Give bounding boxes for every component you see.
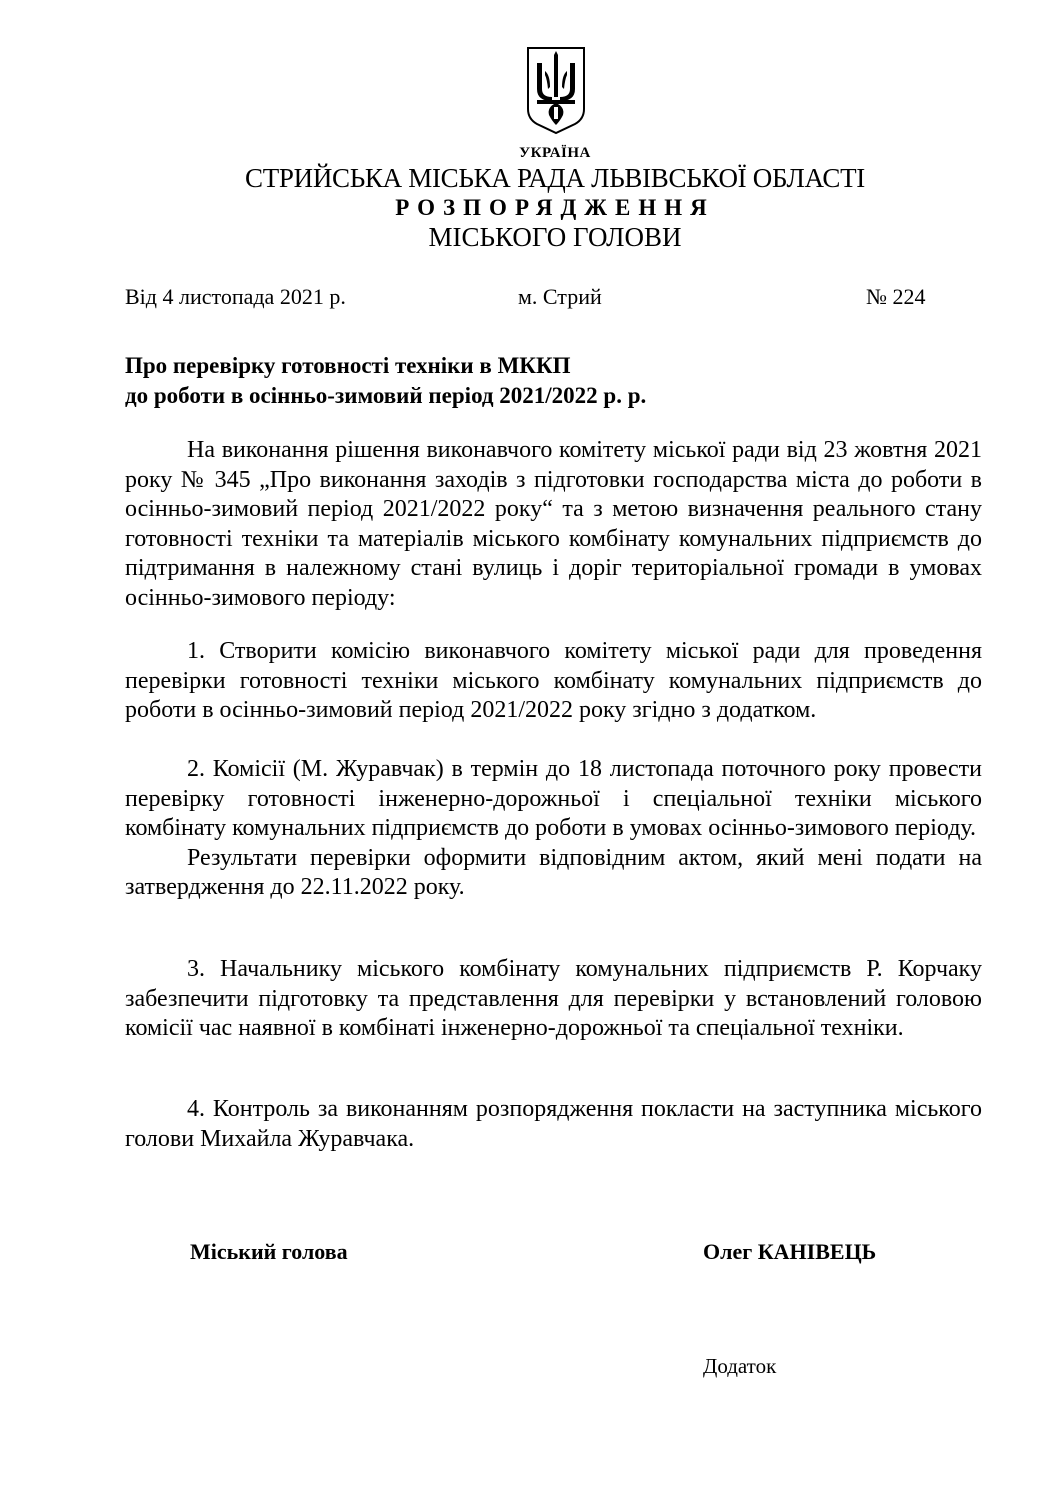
subject-line-1: Про перевірку готовності техніки в МККП: [125, 353, 571, 378]
council-heading: СТРИЙСЬКА МІСЬКА РАДА ЛЬВІВСЬКОЇ ОБЛАСТІ: [245, 163, 865, 193]
document-date: Від 4 листопада 2021 р.: [125, 284, 346, 309]
document-type-heading: РОЗПОРЯДЖЕННЯ: [395, 195, 715, 220]
item-4-text: 4. Контроль за виконанням розпорядження покласти на заступника міського голови Михайла Журавчака.: [125, 1096, 982, 1152]
item-1-paragraph: [125, 637, 982, 726]
subject-line-2: до роботи в осінньо-зимовий період 2021/2022 р. р.: [125, 383, 647, 408]
document-city: м. Стрий: [518, 284, 602, 309]
item-4-paragraph: [125, 1095, 982, 1154]
item-2-paragraph: [125, 755, 982, 903]
document-subject: [125, 351, 646, 411]
preamble-paragraph: [125, 436, 982, 613]
item-3-paragraph: [125, 955, 982, 1044]
item-3-text: 3. Начальнику міського комбінату комунальних підприємств Р. Корчаку забезпечити підготовку та представлення для перевірки у встановлений головою комісії час наявної в комбінаті інженерно-дорожньої та спеціальної техніки.: [125, 956, 982, 1041]
coat-of-arms-icon: [525, 45, 587, 135]
document-number: № 224: [866, 284, 926, 309]
signatory-name: Олег КАНІВЕЦЬ: [703, 1239, 877, 1264]
preamble-text: На виконання рішення виконавчого комітету міської ради від 23 жовтня 2021 року № 345 „Про виконання заходів з підготовки господарства міста до роботи в осінньо-зимовий період 2021/2022 року“ та з метою визначення реального стану готовності техніки та матеріалів міського комбінату комунальних підприємств до підтримання в належному стані вулиць і доріг територіальної громади в умовах осінньо-зимового періоду:: [125, 437, 982, 611]
item-2-continuation: Результати перевірки оформити відповідним актом, який мені подати на затвердження до 22.11.2022 року.: [125, 844, 982, 900]
appendix-label: Додаток: [703, 1354, 777, 1378]
country-heading: УКРАЇНА: [519, 145, 591, 161]
item-2-text: 2. Комісії (М. Журавчак) в термін до 18 листопада поточного року провести перевірку готовності інженерно-дорожньої і спеціальної техніки міського комбінату комунальних підприємств до роботи в умовах осінньо-зимового періоду.: [125, 756, 982, 841]
item-1-text: 1. Створити комісію виконавчого комітету міської ради для проведення перевірки готовності техніки міського комбінату комунальних підприємств до роботи в осінньо-зимовий період 2021/2022 року згідно з додатком.: [125, 638, 982, 723]
issuer-heading: МІСЬКОГО ГОЛОВИ: [428, 222, 682, 252]
signatory-title: Міський голова: [190, 1239, 348, 1264]
